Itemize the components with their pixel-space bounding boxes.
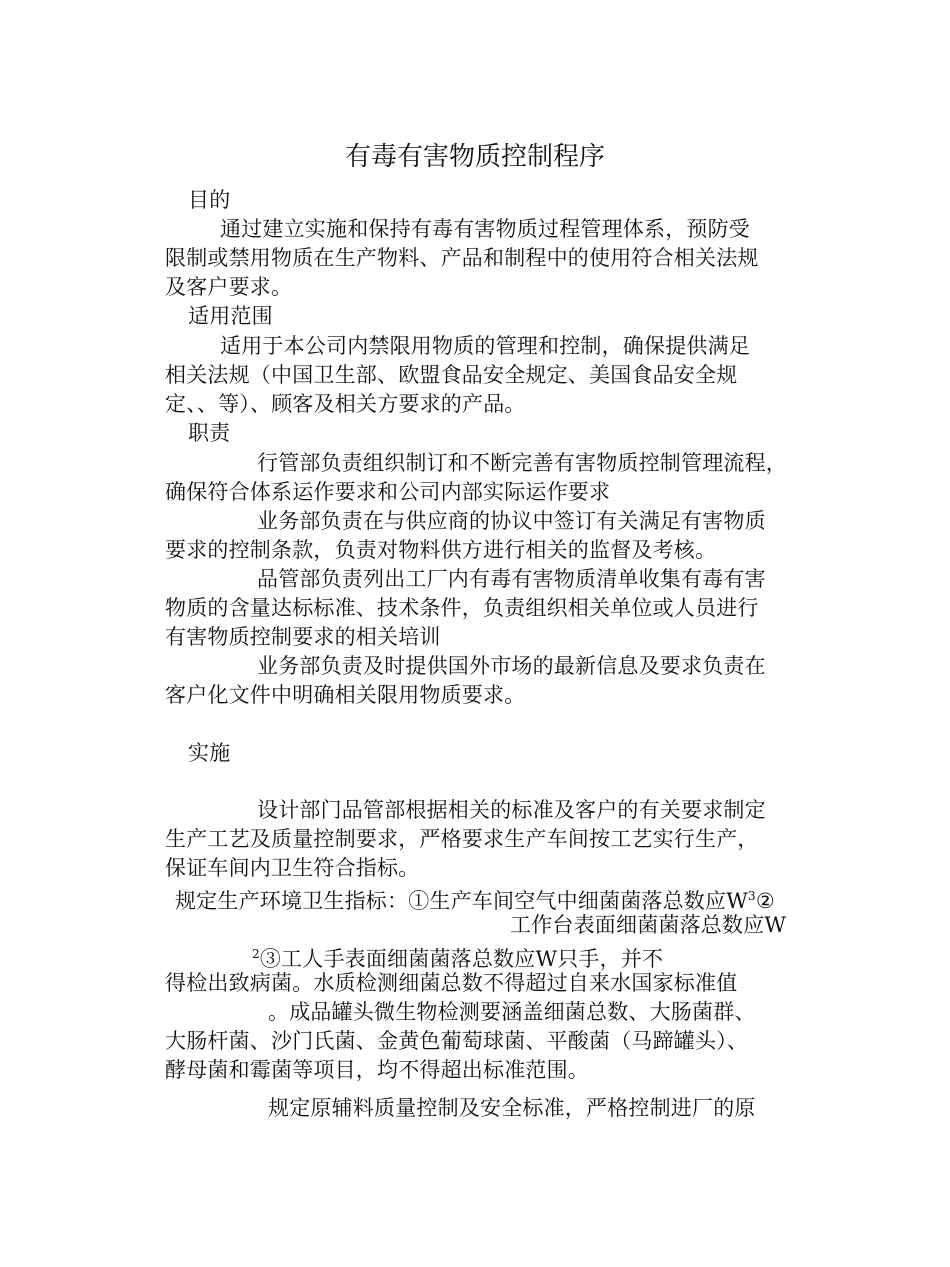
duties-line: 业务部负责及时提供国外市场的最新信息及要求负责在 — [257, 654, 766, 678]
implementation-line: 规定原辅料质量控制及安全标准，严格控制进厂的原 — [268, 1096, 756, 1120]
duties-line: 确保符合体系运作要求和公司内部实际运作要求 — [165, 480, 611, 504]
scope-line: 适用于本公司内禁限用物质的管理和控制，确保提供满足 — [220, 334, 750, 358]
implementation-line: 。成品罐头微生物检测要涵盖细菌总数、大肠菌群、 — [268, 1000, 756, 1024]
implementation-line: 生产工艺及质量控制要求，严格要求生产车间按工艺实行生产， — [165, 827, 759, 851]
purpose-line: 通过建立实施和保持有毒有害物质过程管理体系，预防受 — [220, 217, 750, 241]
superscript: 2 — [252, 947, 260, 961]
implementation-line: 酵母菌和霉菌等项目，均不得超出标准范围。 — [165, 1058, 589, 1082]
scope-line: 定、、等）、顾客及相关方要求的产品。 — [165, 392, 526, 416]
implementation-line: 得检出致病菌。水质检测细菌总数不得超过自来水国家标准值 — [165, 971, 738, 995]
section-heading-implementation: 实施 — [188, 741, 231, 765]
duties-line: 要求的控制条款，负责对物料供方进行相关的监督及考核。 — [165, 538, 717, 562]
duties-line: 客户化文件中明确相关限用物质要求。 — [165, 683, 526, 707]
duties-line: 物质的含量达标标准、技术条件，负责组织相关单位或人员进行 — [165, 596, 759, 620]
duties-line: 有害物质控制要求的相关培训 — [165, 625, 441, 649]
implementation-line: 保证车间内卫生符合指标。 — [165, 856, 420, 880]
circled-number: ② — [755, 889, 775, 913]
duties-line: 品管部负责列出工厂内有毒有害物质清单收集有毒有害 — [257, 567, 766, 591]
duties-line: 行管部负责组织制订和不断完善有害物质控制管理流程， — [257, 451, 787, 475]
document-title: 有毒有害物质控制程序 — [344, 142, 605, 172]
superscript: 3 — [747, 889, 756, 903]
purpose-line: 限制或禁用物质在生产物料、产品和制程中的使用符合相关法规 — [165, 246, 759, 270]
implementation-line: 大肠杆菌、沙门氏菌、金黄色葡萄球菌、平酸菌（马蹄罐头）、 — [165, 1029, 749, 1053]
hand-hygiene-text: ③工人手表面细菌菌落总数应W只手，并不 — [259, 947, 664, 971]
section-heading-duties: 职责 — [188, 421, 231, 445]
section-heading-purpose: 目的 — [188, 188, 231, 212]
purpose-line: 及客户要求。 — [165, 275, 293, 299]
implementation-line: 工作台表面细菌菌落总数应W — [510, 913, 787, 937]
scope-line: 相关法规（中国卫生部、欧盟食品安全规定、美国食品安全规 — [165, 363, 738, 387]
env-hygiene-text: 规定生产环境卫生指标：①生产车间空气中细菌菌落总数应W — [175, 889, 748, 913]
duties-line: 业务部负责在与供应商的协议中签订有关满足有害物质 — [257, 509, 766, 533]
implementation-line: 设计部门品管部根据相关的标准及客户的有关要求制定 — [257, 798, 766, 822]
section-heading-scope: 适用范围 — [188, 304, 273, 328]
